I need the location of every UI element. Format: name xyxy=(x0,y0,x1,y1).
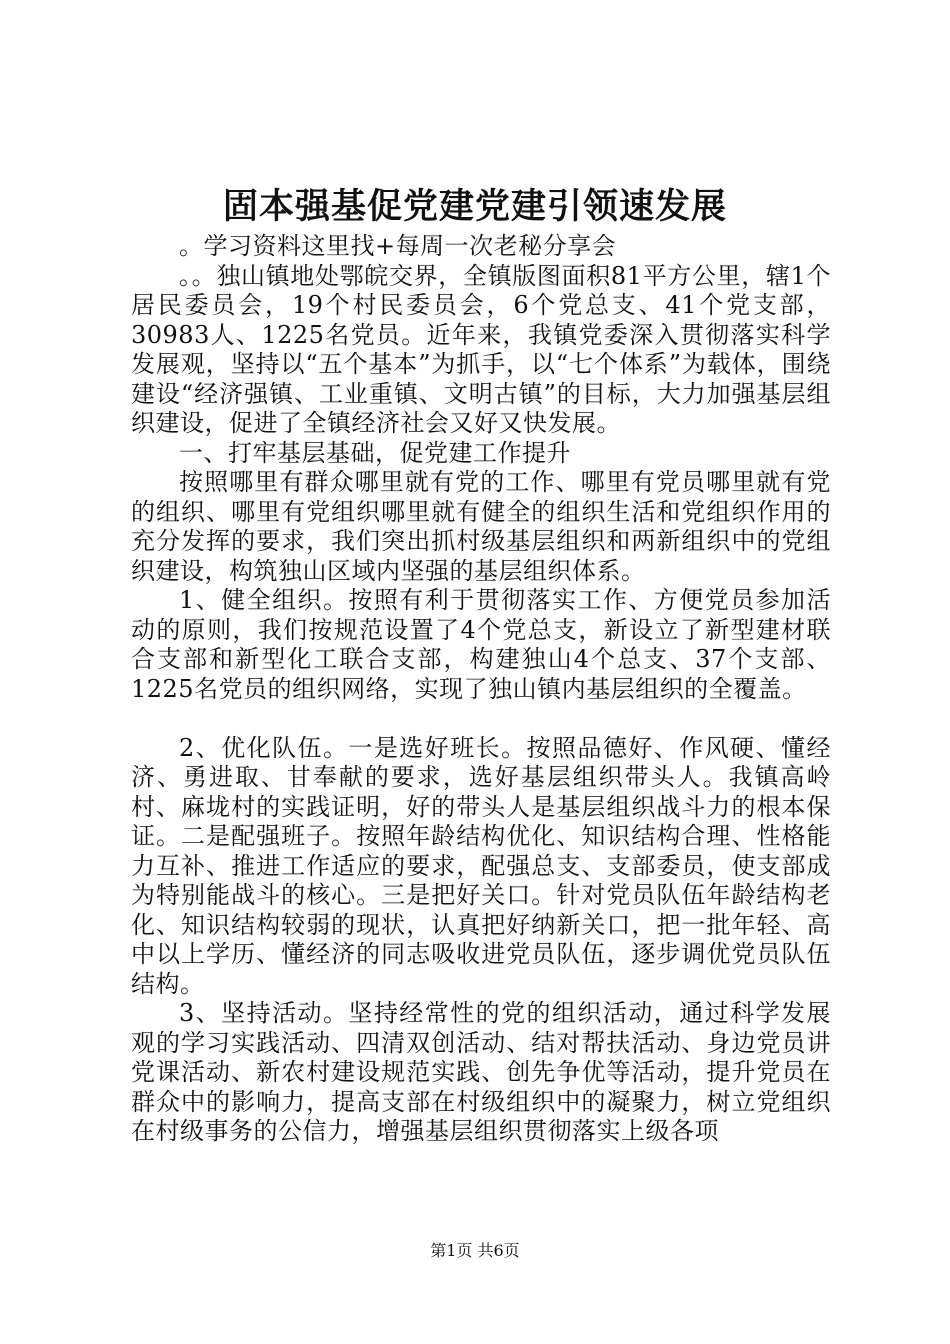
section-heading: 一、打牢基层基础，促党建工作提升 xyxy=(179,438,571,467)
paragraph-spacer xyxy=(131,704,831,734)
intro-note: 。学习资料这里找+每周一次老秘分享会 xyxy=(179,232,617,260)
document-body xyxy=(131,232,831,1147)
item-3-paragraph: 3、坚持活动。坚持经常性的党的组织活动，通过科学发展观的学习实践活动、四清双创活动、结对帮扶活动、身边党员讲党课活动、新农村建设规范实践、创先争优等活动，提升党员在群众中的影响力，提高支部在村级组织中的凝聚力，树立党组织在村级事务的公信力，增强基层组织贯彻落实上级各项 xyxy=(131,999,831,1145)
overview-paragraph: 。。独山镇地处鄂皖交界，全镇版图面积81平方公里，辖1个居民委员会，19个村民委员会，6个党总支、41个党支部，30983人、1225名党员。近年来，我镇党委深入贯彻落实科学发展观，坚持以“五个基本”为抓手，以“七个体系”为载体，围绕建设“经济强镇、工业重镇、文明古镇”的目标，大力加强基层组织建设，促进了全镇经济社会又好又快发展。 xyxy=(131,261,831,437)
page-footer: 第1页 共6页 xyxy=(430,1241,520,1260)
item-1-paragraph: 1、健全组织。按照有利于贯彻落实工作、方便党员参加活动的原则，我们按规范设置了4个党总支，新设立了新型建材联合支部和新型化工联合支部，构建独山4个总支、37个支部、1225名党员的组织网络，实现了独山镇内基层组织的全覆盖。 xyxy=(131,586,831,703)
document-title: 固本强基促党建党建引领速发展 xyxy=(222,186,727,227)
section-intro-paragraph: 按照哪里有群众哪里就有党的工作、哪里有党员哪里就有党的组织、哪里有党组织哪里就有健全的组织生活和党组织作用的充分发挥的要求，我们突出抓村级基层组织和两新组织中的党组织建设，构筑独山区域内坚强的基层组织体系。 xyxy=(131,468,831,585)
item-2-paragraph: 2、优化队伍。一是选好班长。按照品德好、作风硬、懂经济、勇进取、甘奉献的要求，选好基层组织带头人。我镇高岭村、麻垅村的实践证明，好的带头人是基层组织战斗力的根本保证。二是配强班子。按照年龄结构优化、知识结构合理、性格能力互补、推进工作适应的要求，配强总支、支部委员，使支部成为特别能战斗的核心。三是把好关口。针对党员队伍年龄结构老化、知识结构较弱的现状，认真把好纳新关口，把一批年轻、高中以上学历、懂经济的同志吸收进党员队伍，逐步调优党员队伍结构。 xyxy=(131,733,831,998)
